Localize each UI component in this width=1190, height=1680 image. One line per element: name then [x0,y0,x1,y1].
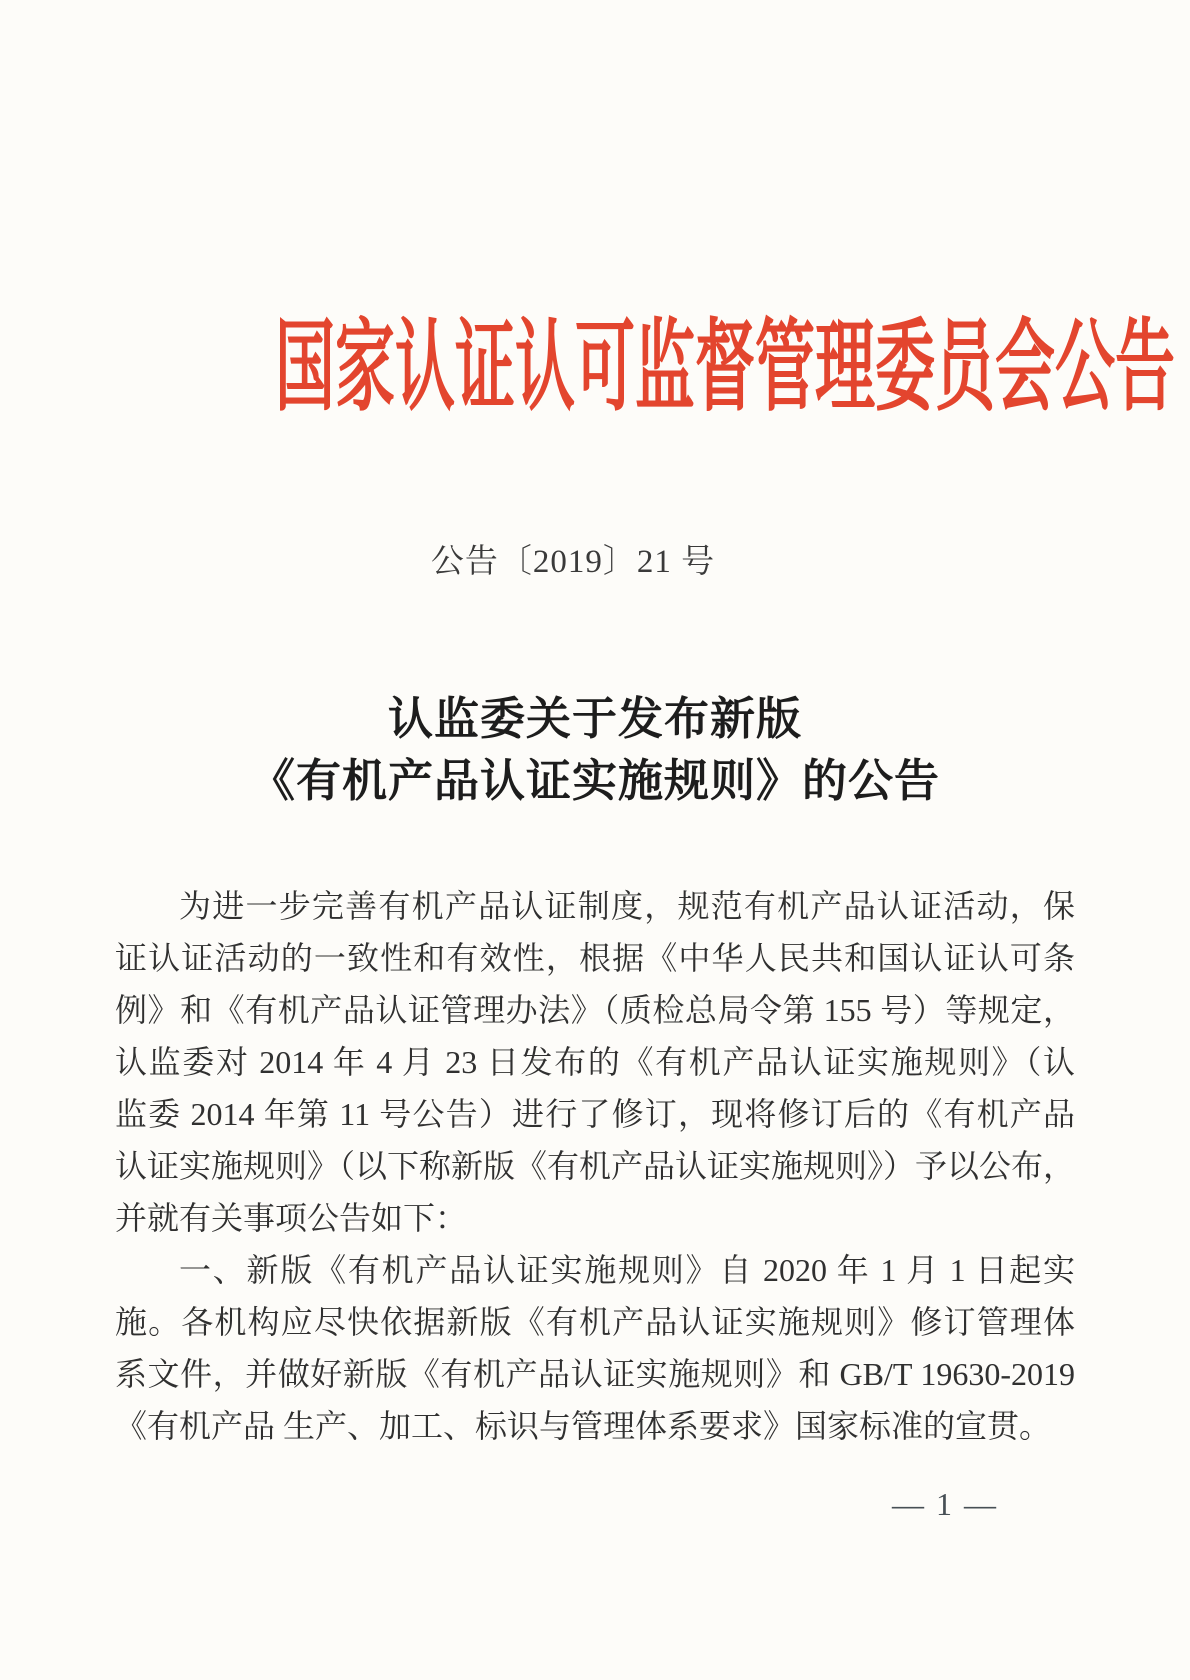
doc-title [0,688,1190,812]
body-line: 并就有关事项公告如下： [115,1200,468,1236]
page-number: — 1 — [892,1486,998,1522]
doc-title-line-2: 《有机产品认证实施规则》的公告 [249,756,940,806]
body-line: 为进一步完善有机产品认证制度，规范有机产品认证活动，保 [179,888,1075,924]
body-line: 例》和《有机产品认证管理办法》（质检总局令第 155 号）等规定， [115,992,1075,1028]
agency-masthead [0,312,1175,423]
body-line: 监委 2014 年第 11 号公告）进行了修订，现将修订后的《有机产品 [115,1096,1075,1132]
body-line: 系文件，并做好新版《有机产品认证实施规则》和 GB/T 19630-2019 [115,1356,1075,1392]
body-line: 一、新版《有机产品认证实施规则》自 2020 年 1 月 1 日起实 [179,1252,1075,1288]
agency-masthead-text: 国家认证认可监督管理委员会公告 [274,312,1175,423]
body-line: 证认证活动的一致性和有效性，根据《中华人民共和国认证认可条 [115,940,1075,976]
body-line: 认证实施规则》（以下称新版《有机产品认证实施规则》）予以公布， [115,1148,1076,1184]
body-line: 认监委对 2014 年 4 月 23 日发布的《有机产品认证实施规则》（认 [115,1044,1075,1080]
doc-number: 公告〔2019〕21 号 [430,544,716,580]
body-line: 《有机产品 生产、加工、标识与管理体系要求》国家标准的宣贯。 [115,1408,1052,1444]
body-line: 施。各机构应尽快依据新版《有机产品认证实施规则》修订管理体 [115,1304,1075,1340]
document-body [115,880,1075,1452]
doc-title-line-1: 认监委关于发布新版 [387,694,802,744]
